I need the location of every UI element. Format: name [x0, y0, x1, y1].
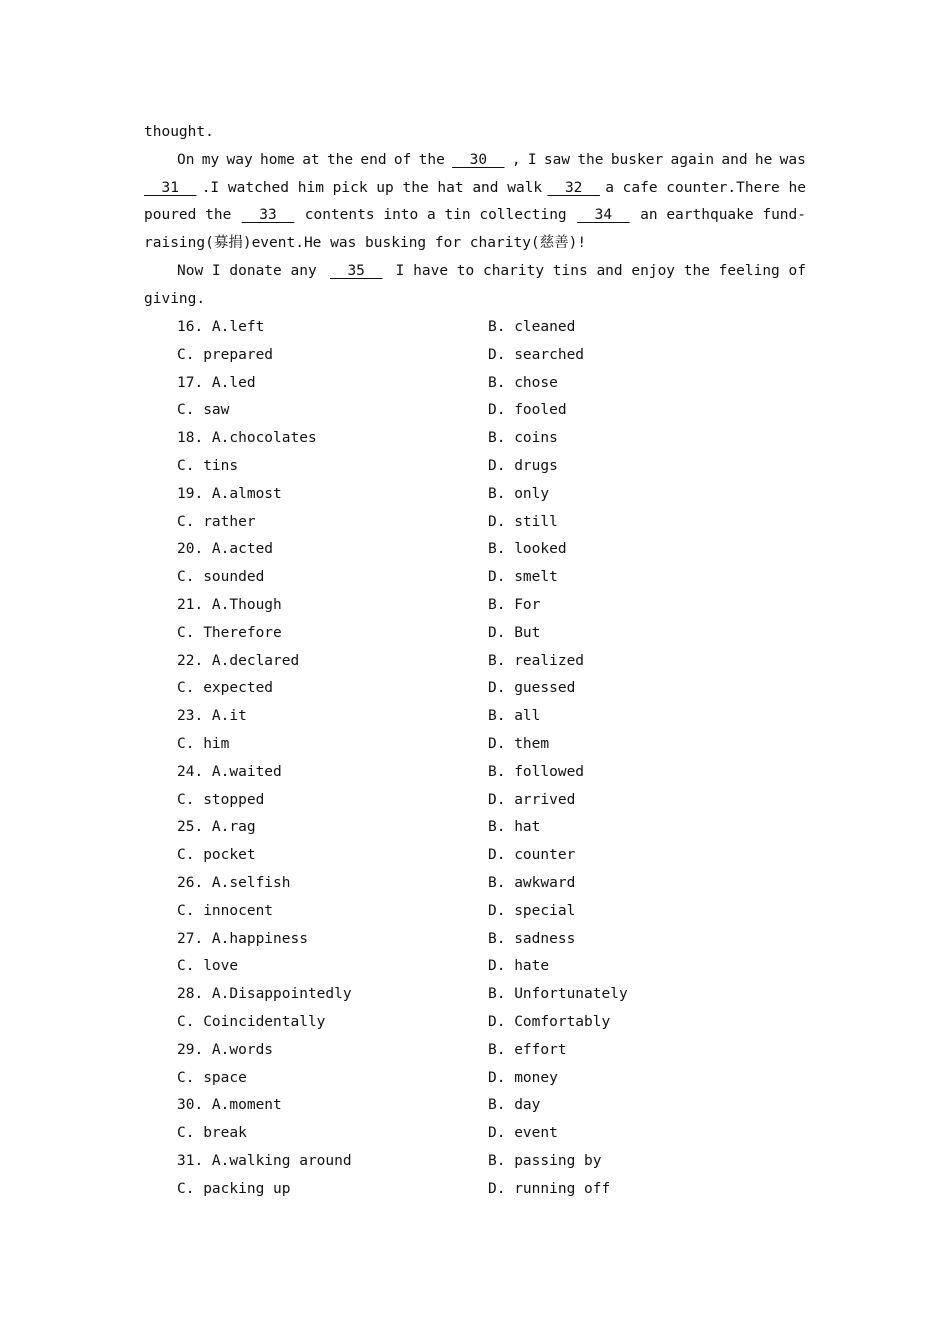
- option-row: [177, 814, 817, 842]
- blank-34: __34__: [577, 207, 630, 224]
- word: end: [360, 151, 387, 168]
- option-left: C. Coincidentally: [177, 1013, 326, 1030]
- option-row: [177, 536, 817, 564]
- passage-text: .I watched him pick up the hat and walk: [201, 179, 543, 196]
- option-left: 30. A.moment: [177, 1097, 282, 1114]
- option-row: [177, 842, 817, 870]
- option-left: 26. A.selfish: [177, 874, 291, 891]
- option-row: [177, 1009, 817, 1037]
- option-left: 16. A.left: [177, 319, 265, 335]
- passage-line: raising(募捐)event.He was busking for charity(慈善)!: [144, 235, 587, 252]
- word: the: [326, 151, 354, 168]
- option-row: [177, 926, 817, 954]
- option-row: [177, 731, 817, 759]
- option-right: B. awkward: [488, 874, 576, 891]
- word: home: [259, 151, 295, 168]
- option-right: D. special: [488, 902, 576, 919]
- option-left: 20. A.acted: [177, 541, 274, 558]
- option-right: B. Unfortunately: [488, 986, 628, 1003]
- option-right: B. effort: [488, 1041, 567, 1058]
- option-left: C. pocket: [177, 847, 256, 864]
- option-right: D. arrived: [488, 791, 576, 808]
- option-left: C. expected: [177, 680, 274, 697]
- option-row: [177, 370, 817, 398]
- word: he: [754, 151, 773, 168]
- option-row: [177, 953, 817, 981]
- option-left: 22. A.declared: [177, 652, 300, 669]
- word: ,: [511, 151, 521, 168]
- option-left: C. him: [177, 735, 230, 752]
- option-left: C. Therefore: [177, 624, 282, 641]
- option-row: [177, 314, 817, 342]
- blank-35: __35__: [329, 262, 383, 279]
- passage-text: an earthquake fund-: [640, 207, 806, 224]
- blank-32: __32__: [547, 179, 600, 196]
- option-row: [177, 342, 817, 370]
- passage-text: a cafe counter.There he: [605, 179, 806, 196]
- option-left: C. rather: [177, 513, 256, 530]
- option-right: B. cleaned: [488, 319, 576, 335]
- option-row: [177, 787, 817, 815]
- option-left: 23. A.it: [177, 708, 247, 725]
- option-right: D. smelt: [488, 569, 558, 586]
- option-left: 24. A.waited: [177, 763, 282, 780]
- passage-text: I have to charity tins and enjoy the feeling of: [395, 262, 806, 279]
- word: the: [577, 151, 604, 168]
- blank-30: __30__: [452, 151, 505, 168]
- passage-line: [144, 175, 806, 203]
- option-right: B. chose: [488, 374, 558, 391]
- option-right: D. event: [488, 1125, 558, 1142]
- passage-line: thought.: [144, 124, 214, 140]
- option-row: [177, 425, 817, 453]
- option-right: D. fooled: [488, 402, 567, 419]
- word: busker: [610, 151, 664, 168]
- option-right: D. hate: [488, 958, 550, 975]
- word: saw: [543, 151, 571, 168]
- passage-line: [144, 147, 806, 175]
- answer-options: [177, 314, 817, 1204]
- option-right: B. only: [488, 485, 550, 502]
- option-left: 17. A.led: [177, 374, 256, 391]
- option-row: [177, 870, 817, 898]
- option-right: D. counter: [488, 847, 576, 864]
- blank-31: __31__: [144, 179, 197, 196]
- option-right: D. them: [488, 735, 550, 752]
- passage-text: poured the: [144, 207, 232, 224]
- option-left: 18. A.chocolates: [177, 430, 317, 447]
- word: On: [177, 151, 195, 168]
- blank-33: __33__: [241, 207, 295, 224]
- option-left: 29. A.words: [177, 1041, 274, 1058]
- option-left: C. love: [177, 958, 239, 975]
- option-row: [177, 703, 817, 731]
- option-right: D. Comfortably: [488, 1013, 611, 1030]
- option-right: D. But: [488, 624, 541, 641]
- option-right: B. passing by: [488, 1152, 602, 1169]
- option-row: [177, 1092, 817, 1120]
- option-left: C. prepared: [177, 346, 274, 363]
- option-row: [177, 898, 817, 926]
- option-row: [177, 509, 817, 537]
- option-row: [177, 481, 817, 509]
- passage-line: [144, 202, 806, 230]
- option-row: [177, 1120, 817, 1148]
- option-right: B. hat: [488, 819, 541, 836]
- word: I: [527, 151, 537, 168]
- option-row: [177, 1037, 817, 1065]
- option-left: C. saw: [177, 402, 230, 419]
- word: was: [779, 151, 806, 168]
- word: the: [418, 151, 445, 168]
- passage-line: giving.: [144, 290, 206, 307]
- option-right: B. followed: [488, 763, 585, 780]
- word: again: [670, 151, 715, 168]
- option-row: [177, 1065, 817, 1093]
- option-right: B. For: [488, 596, 541, 613]
- word: my: [201, 151, 220, 168]
- option-row: [177, 1148, 817, 1176]
- option-left: 21. A.Though: [177, 596, 282, 613]
- option-right: D. running off: [488, 1180, 611, 1197]
- word: and: [721, 151, 748, 168]
- option-right: B. all: [488, 708, 541, 725]
- option-left: 28. A.Disappointedly: [177, 986, 352, 1003]
- option-row: [177, 648, 817, 676]
- passage-text: contents into a tin collecting: [304, 207, 567, 224]
- passage-line: [144, 258, 806, 286]
- option-left: C. packing up: [177, 1180, 291, 1197]
- option-right: D. guessed: [488, 680, 576, 697]
- option-left: C. break: [177, 1125, 247, 1142]
- option-row: [177, 592, 817, 620]
- option-right: D. still: [488, 513, 558, 530]
- option-row: [177, 620, 817, 648]
- option-left: 31. A.walking around: [177, 1152, 352, 1169]
- option-left: C. sounded: [177, 569, 265, 586]
- option-right: B. coins: [488, 430, 558, 447]
- option-right: D. searched: [488, 346, 585, 363]
- option-left: C. innocent: [177, 902, 274, 919]
- option-left: C. space: [177, 1069, 247, 1086]
- option-row: [177, 564, 817, 592]
- option-left: 19. A.almost: [177, 485, 282, 502]
- passage: [144, 119, 806, 314]
- option-row: [177, 675, 817, 703]
- option-row: [177, 1176, 817, 1204]
- word: of: [393, 151, 412, 168]
- option-row: [177, 453, 817, 481]
- option-left: 25. A.rag: [177, 819, 256, 836]
- option-row: [177, 981, 817, 1009]
- option-left: C. stopped: [177, 791, 265, 808]
- option-row: [177, 759, 817, 787]
- passage-text: Now I donate any: [177, 262, 317, 279]
- option-right: D. drugs: [488, 457, 558, 474]
- word: way: [226, 151, 253, 168]
- option-left: 27. A.happiness: [177, 930, 308, 947]
- option-right: B. looked: [488, 541, 567, 558]
- option-right: B. day: [488, 1097, 541, 1114]
- option-left: C. tins: [177, 457, 239, 474]
- option-right: B. sadness: [488, 930, 576, 947]
- word: at: [302, 151, 320, 168]
- option-right: B. realized: [488, 652, 585, 669]
- option-right: D. money: [488, 1069, 558, 1086]
- option-row: [177, 397, 817, 425]
